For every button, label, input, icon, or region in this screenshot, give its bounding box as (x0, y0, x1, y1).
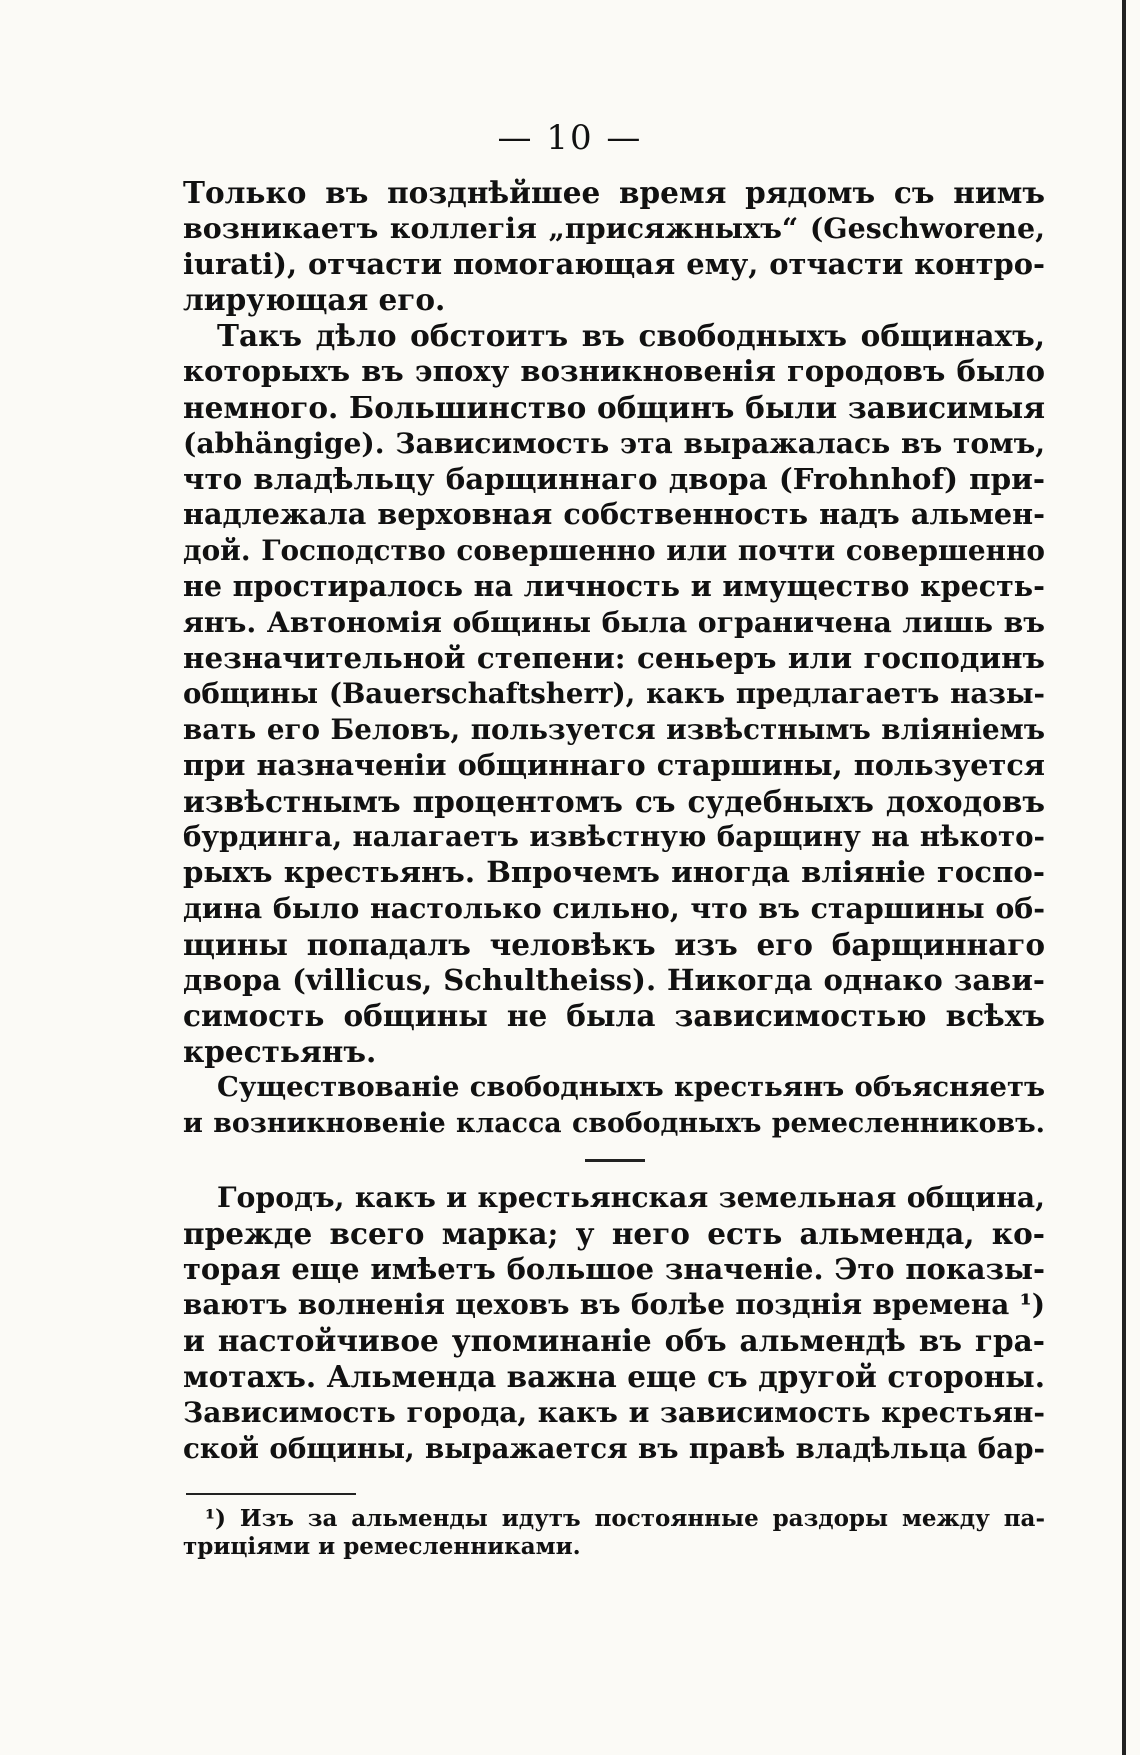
text-line: Зависимость города, какъ и зависимость крестьян- (183, 1395, 1045, 1429)
text-line: которыхъ въ эпоху возникновенія городовъ было (183, 353, 1045, 388)
text-line: крестьянъ. (183, 1034, 377, 1070)
text-line: извѣстнымъ процентомъ съ судебныхъ доходовъ (183, 783, 1045, 819)
text-line: и настойчивое упоминаніе объ альмендѣ въ гра- (183, 1323, 1045, 1359)
text-line: торая еще имѣетъ большое значеніе. Это показы- (183, 1251, 1045, 1286)
text-line: янъ. Автономія общины была ограничена лишь въ (183, 604, 1045, 639)
text-line: iurati), отчасти помогающая ему, отчасти контро- (183, 246, 1045, 281)
text-line: рыхъ крестьянъ. Впрочемъ иногда вліяніе госпо- (183, 855, 1045, 890)
text-line: общины (Bauerschaftsherr), какъ предлагаетъ назы- (183, 677, 1045, 711)
text-line: немного. Большинство общинъ были зависимыя (183, 389, 1045, 425)
text-line: двора (villicus, Schultheiss). Никогда однако зави- (183, 962, 1045, 997)
text-line: дина было настолько сильно, что въ старшины об- (183, 890, 1045, 925)
text-line: мотахъ. Альменда важна еще съ другой стороны. (183, 1358, 1045, 1394)
footnote-line: ¹) Изъ за альменды идутъ постоянные раздоры между па- (205, 1505, 1045, 1532)
text-line: Городъ, какъ и крестьянская земельная община, (217, 1180, 1045, 1214)
text-line: прежде всего марка; у него есть альменда, ко- (183, 1215, 1045, 1251)
text-line: лирующая его. (183, 282, 446, 318)
text-line: надлежала верховная собственность надъ альмен- (183, 497, 1045, 532)
footnote (183, 1505, 1045, 1561)
page-edge-border (1122, 0, 1126, 1755)
text-line: симость общины не была зависимостью всѣхъ (183, 998, 1045, 1034)
text-line: щины попадалъ человѣкъ изъ его барщиннаго (183, 926, 1045, 962)
text-line: при назначеніи общиннаго старшины, пользуется (183, 747, 1045, 782)
text-line: возникаетъ коллегія „присяжныхъ“ (Geschworene, (183, 210, 1045, 245)
footnote-rule (186, 1493, 356, 1495)
text-line: и возникновеніе класса свободныхъ ремесленниковъ. (183, 1107, 1045, 1139)
text-line: незначительной степени: сеньеръ или господинъ (183, 640, 1045, 676)
text-line: Только въ позднѣйшее время рядомъ съ нимъ (183, 175, 1045, 210)
footnote-line: триціями и ремесленниками. (183, 1533, 581, 1560)
text-line: что владѣльцу барщиннаго двора (Frohnhof) при- (183, 461, 1045, 497)
text-line: Существованіе свободныхъ крестьянъ объясняетъ (217, 1070, 1045, 1103)
text-line: дой. Господство совершенно или почти совершенно (183, 533, 1045, 567)
text-line: вать его Беловъ, пользуется извѣстнымъ вліяніемъ (183, 712, 1045, 746)
page-number: — 10 — (497, 118, 643, 158)
text-line: ваютъ волненія цеховъ въ болѣе позднія времена ¹) (183, 1288, 1045, 1322)
text-line: не простиралось на личность и имущество кресть- (183, 568, 1045, 603)
text-line: (abhängige). Зависимость эта выражалась въ томъ, (183, 426, 1045, 460)
text-line: ской общины, выражается въ правѣ владѣльца бар- (183, 1431, 1045, 1465)
text-line: Такъ дѣло обстоитъ въ свободныхъ общинахъ, (217, 318, 1045, 354)
main-text-block-1 (183, 175, 1045, 1142)
section-separator (585, 1159, 645, 1162)
text-line: бурдинга, налагаетъ извѣстную барщину на нѣкото- (183, 820, 1045, 854)
main-text-block-2 (183, 1180, 1045, 1466)
